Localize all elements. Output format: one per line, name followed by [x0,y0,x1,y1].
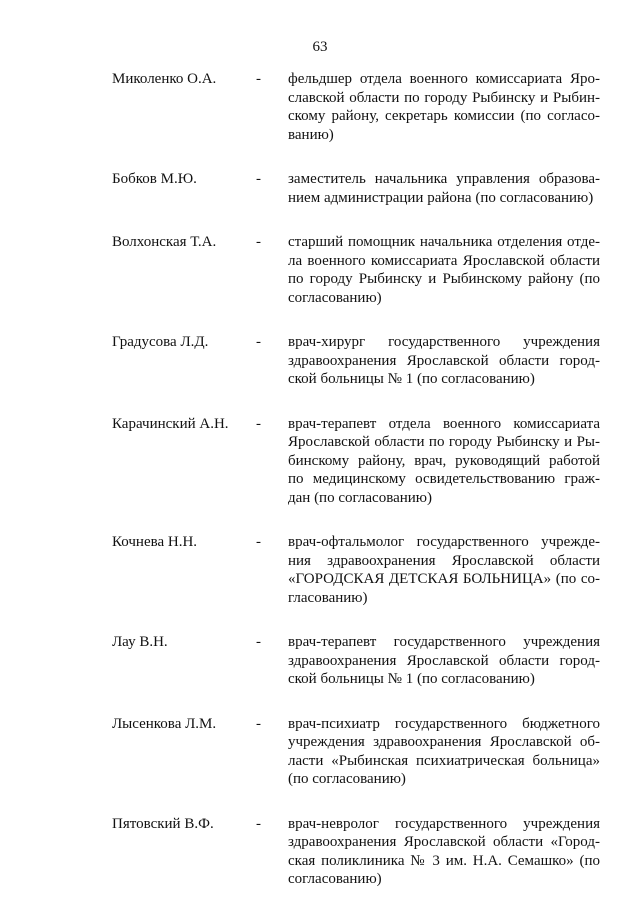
list-item [0,815,640,889]
position-line: ла военного комиссариата Ярославской области [288,252,600,269]
list-item [0,170,640,207]
member-name: Миколенко О.А. [112,71,217,87]
separator-dash: - [256,715,261,732]
position-line: здравоохранения Ярославской области город- [288,652,600,669]
commission-member-list [0,70,640,915]
position-line: «ГОРОДСКАЯ ДЕТСКАЯ БОЛЬНИЦА» (по со- [288,571,600,587]
separator-dash: - [256,334,261,350]
separator-dash: - [256,634,261,650]
position-line: славской области по городу Рыбинску и Рыбин- [288,89,600,106]
position-line: (по согласованию) [288,771,406,787]
position-line: фельдшер отдела военного комиссариата Яро- [288,71,600,87]
position-line: по городу Рыбинску и Рыбинскому району (по [288,271,600,287]
member-position [288,70,600,144]
position-line: Ярославской области по городу Рыбинску и Ры- [288,434,600,450]
member-position [288,715,600,789]
position-line: ласти «Рыбинская психиатрическая больница» [288,752,600,769]
position-line: согласованию) [288,871,382,887]
position-line: гласованию) [288,589,368,606]
position-line: ской больницы № 1 (по согласованию) [288,671,535,687]
separator-dash: - [256,71,261,87]
list-item [0,533,640,607]
member-name: Лау В.Н. [112,634,168,650]
position-line: ская поликлиника № 3 им. Н.А. Семашко» (по [288,852,600,869]
member-position [288,533,600,607]
member-name: Волхонская Т.А. [112,234,217,250]
list-item [0,415,640,508]
position-line: скому району, секретарь комиссии (по согласо- [288,108,600,124]
position-line: здравоохранения Ярославской области «Город- [288,834,600,850]
position-line: врач-офтальмолог государственного учрежде- [288,534,600,550]
member-name: Лысенкова Л.М. [112,715,217,732]
list-item [0,633,640,689]
position-line: врач-терапевт государственного учреждения [288,634,600,650]
member-name: Пятовский В.Ф. [112,815,214,832]
separator-dash: - [256,234,261,250]
position-line: учреждения здравоохранения Ярославской об- [288,734,600,750]
position-line: врач-терапевт отдела военного комиссариата [288,415,600,432]
member-position [288,815,600,889]
member-position [288,233,600,307]
list-item [0,70,640,144]
separator-dash: - [256,534,261,550]
position-line: по медицинскому освидетельствованию граж- [288,471,600,487]
position-line: врач-психиатр государственного бюджетного [288,715,600,732]
position-line: согласованию) [288,289,382,306]
position-line: ской больницы № 1 (по согласованию) [288,371,535,387]
member-name: Бобков М.Ю. [112,171,197,187]
member-position [288,415,600,508]
member-position [288,333,600,389]
position-line: врач-невролог государственного учреждения [288,815,600,832]
position-line: ванию) [288,126,334,143]
position-line: дан (по согласованию) [288,489,432,506]
position-line: заместитель начальника управления образова- [288,171,600,187]
position-line: здравоохранения Ярославской области город- [288,352,600,369]
list-item [0,333,640,389]
list-item [0,233,640,307]
list-item [0,715,640,789]
separator-dash: - [256,815,261,832]
separator-dash: - [256,171,261,187]
position-line: врач-хирург государственного учреждения [288,334,600,350]
member-name: Кочнева Н.Н. [112,534,198,550]
position-line: бинскому району, врач, руководящий работой [288,452,600,469]
position-line: ния здравоохранения Ярославской области [288,552,600,569]
member-position [288,633,600,689]
position-line: нием администрации района (по согласованию) [288,189,594,206]
member-name: Карачинский А.Н. [112,415,229,432]
separator-dash: - [256,415,261,432]
page-number: 63 [312,39,328,55]
position-line: старший помощник начальника отделения отде- [288,234,600,250]
member-name: Градусова Л.Д. [112,334,209,350]
member-position [288,170,600,207]
